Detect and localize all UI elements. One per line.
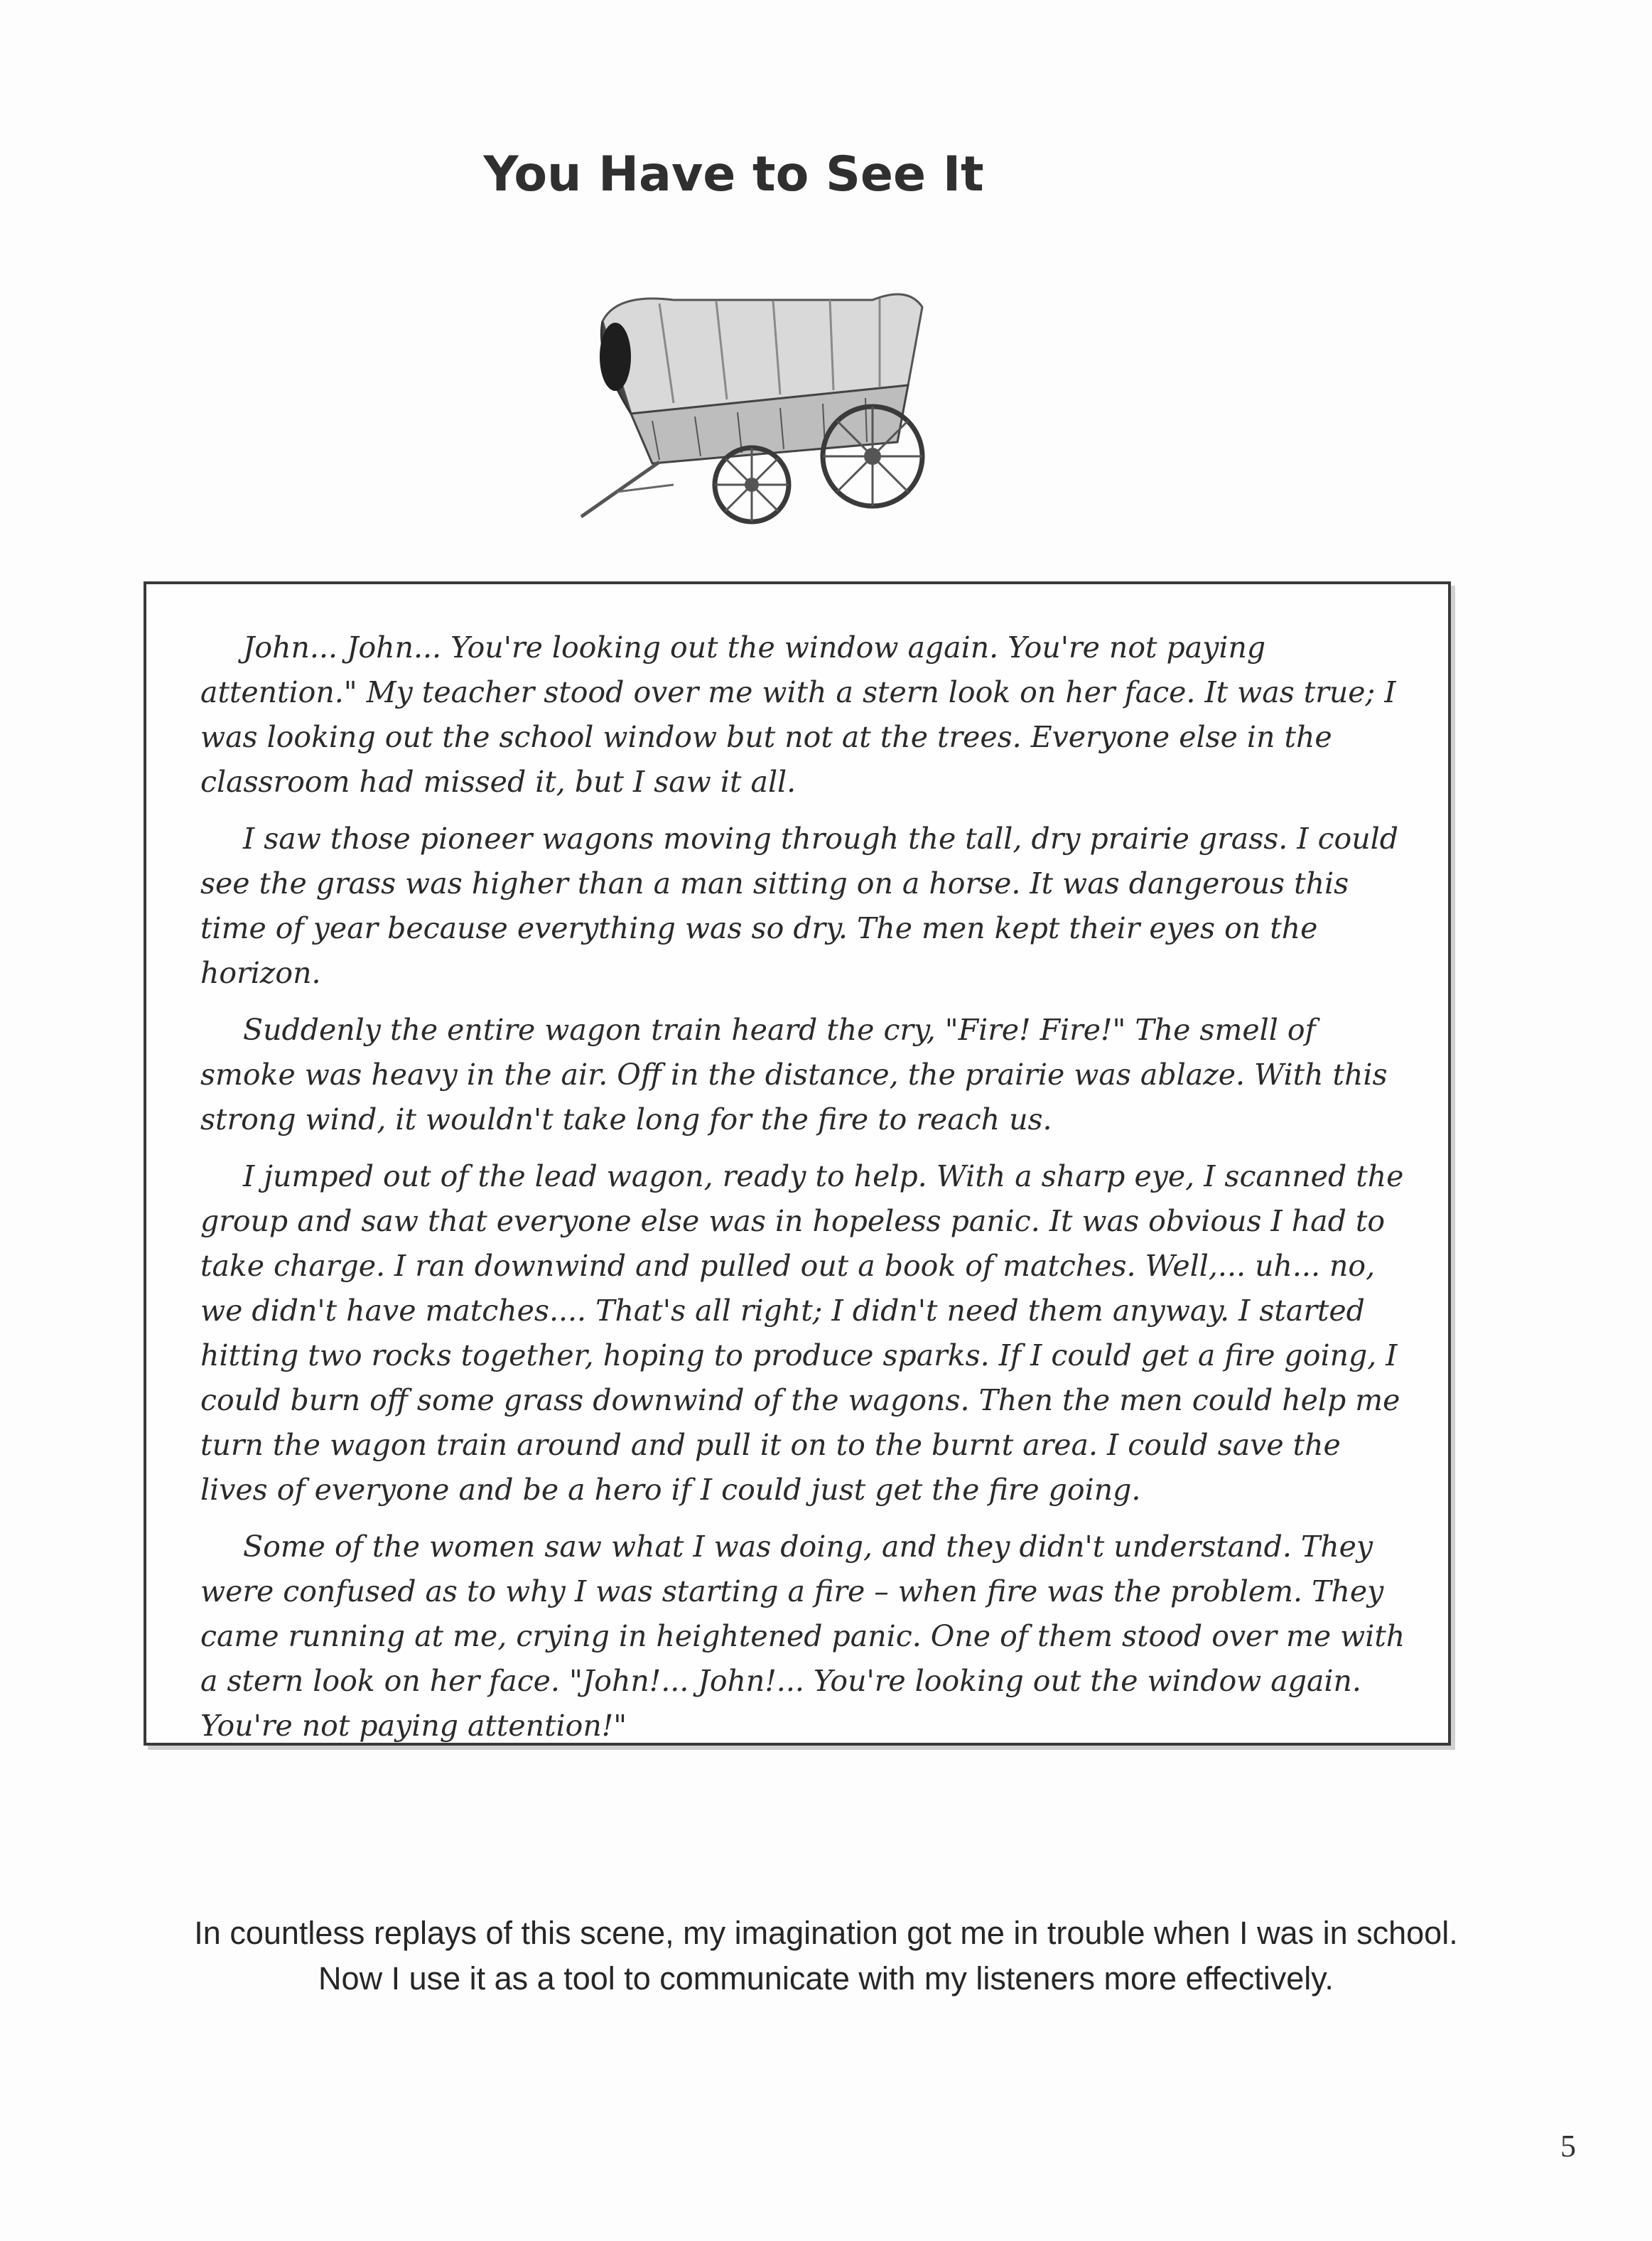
story-paragraph: Suddenly the entire wagon train heard the cry, "Fire! Fire!" The smell of smoke was heavy in the air. Off in the distance, the prairie was ablaze. With this strong wind, it wouldn't take long for the fire to reach us.: [200, 1013, 1388, 1136]
caption-line-2: Now I use it as a tool to communicate with my listeners more effectively.: [318, 1960, 1334, 1997]
story-paragraph: I saw those pioneer wagons moving through the tall, dry prairie grass. I could see the grass was higher than a man sitting on a horse. It was dangerous this time of year because everything was so dry. The men kept their eyes on the horizon.: [200, 822, 1398, 990]
caption-line-1: In countless replays of this scene, my imagination got me in trouble when I was in school.: [194, 1915, 1458, 1951]
story-paragraph: John... John... You're looking out the window again. You're not paying attention." My teacher stood over me with a stern look on her face. It was true; I was looking out the school window but not at the trees. Everyone else in the classroom had missed it, but I saw it all.: [200, 630, 1396, 799]
story-paragraph: Some of the women saw what I was doing, and they didn't understand. They were confused as to why I was starting a fire – when fire was the problem. They came running at me, crying in heightened panic. One of them stood over me with a stern look on her face. "John!... John!... You're looking out the window again. You're not paying attention!": [200, 1530, 1405, 1743]
page-title: You Have to See It: [483, 146, 984, 203]
covered-wagon-icon: [574, 279, 944, 534]
story-text: [200, 625, 1408, 1761]
page-number: 5: [1560, 2129, 1576, 2164]
story-paragraph: I jumped out of the lead wagon, ready to help. With a sharp eye, I scanned the group and saw that everyone else was in hopeless panic. It was obvious I had to take charge. I ran downwind and pulled out a book of matches. Well,... uh... no, we didn't have matches.... That's all right; I didn't need them anyway. I started hitting two rocks together, hoping to produce sparks. If I could get a fire going, I could burn off some grass downwind of the wagons. Then the men could help me turn the wagon train around and pull it on to the burnt area. I could save the lives of everyone and be a hero if I could just get the fire going.: [200, 1159, 1404, 1507]
caption: [0, 1911, 1652, 2001]
